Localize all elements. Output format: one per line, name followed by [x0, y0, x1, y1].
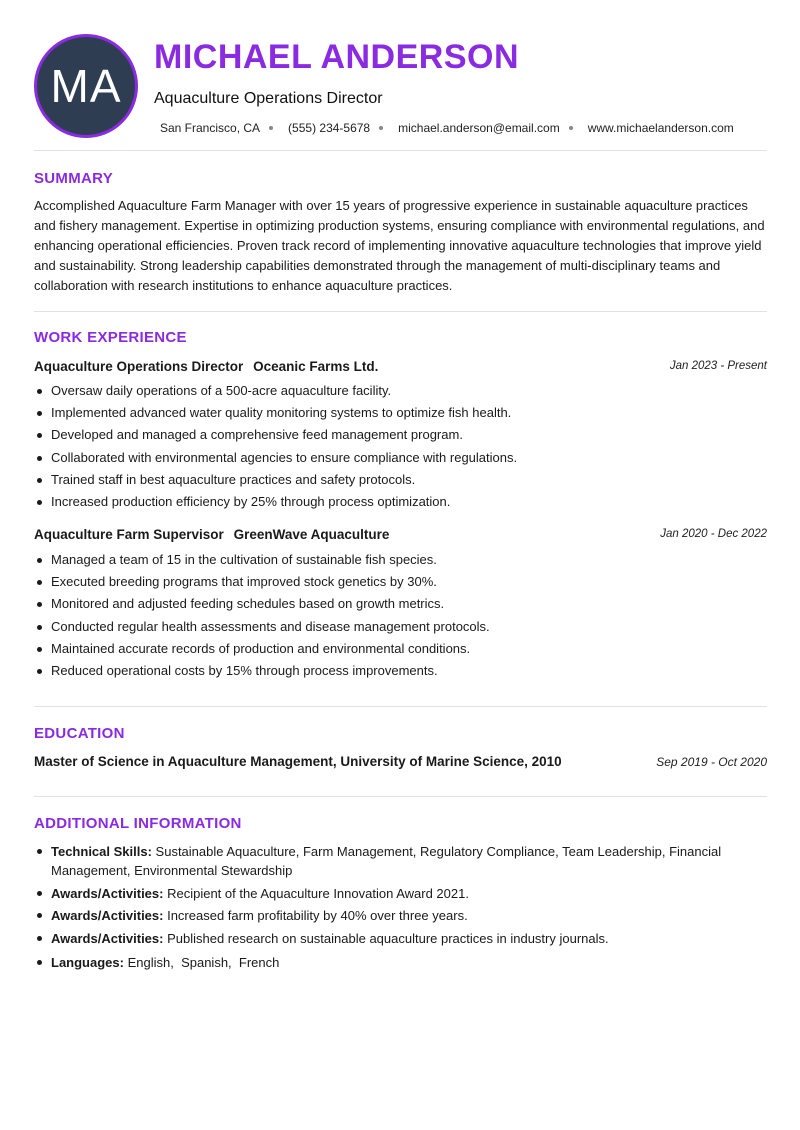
info-text: Recipient of the Aquaculture Innovation Award 2021.: [167, 885, 469, 901]
list-item: Reduced operational costs by 15% through process improvements.: [34, 660, 767, 682]
info-label: Technical Skills:: [51, 844, 152, 859]
job-bullets: [34, 549, 767, 682]
avatar-initials: MA: [50, 60, 122, 112]
job-dates: Jan 2023 - Present: [669, 360, 767, 372]
info-label: Awards/Activities:: [51, 885, 164, 901]
list-item: Conducted regular health assessments and disease management protocols.: [34, 616, 767, 638]
contact-website[interactable]: [588, 121, 734, 135]
experience-heading: WORK EXPERIENCE: [34, 329, 187, 346]
divider: [34, 311, 767, 312]
education-degree: Master of Science in Aquaculture Management, University of Marine Science, 2010: [34, 754, 562, 769]
email-link[interactable]: michael.anderson@email.com: [398, 121, 560, 135]
separator-dot: [569, 126, 573, 130]
divider: [34, 150, 767, 151]
info-text: Increased farm profitability by 40% over three years.: [167, 908, 468, 923]
job-dates: Jan 2020 - Dec 2022: [660, 528, 767, 540]
website-link[interactable]: www.michaelanderson.com: [587, 121, 734, 135]
list-item: Monitored and adjusted feeding schedules based on growth metrics.: [34, 593, 767, 615]
list-item: Managed a team of 15 in the cultivation of sustainable fish species.: [34, 549, 767, 571]
avatar: [34, 34, 138, 138]
list-item: Implemented advanced water quality monitoring systems to optimize fish health.: [34, 402, 767, 424]
info-text: English, Spanish, French: [127, 954, 280, 970]
contact-location: [160, 121, 288, 135]
list-item: [34, 842, 767, 880]
info-label: Languages:: [51, 954, 124, 970]
resume-header: [34, 34, 767, 138]
location-text: San Francisco, CA: [160, 121, 261, 135]
divider: [34, 706, 767, 707]
separator-dot: [269, 126, 273, 130]
info-label: Awards/Activities:: [51, 930, 164, 946]
contact-phone: [288, 121, 398, 135]
info-label: Awards/Activities:: [51, 908, 164, 923]
list-item: [34, 906, 767, 925]
phone-text: (555) 234-5678: [288, 121, 371, 135]
additional-heading: ADDITIONAL INFORMATION: [34, 815, 242, 832]
education-entry: [34, 754, 767, 769]
list-item: Trained staff in best aquaculture practices and safety protocols.: [34, 469, 767, 491]
list-item: [34, 929, 767, 948]
summary-heading: SUMMARY: [34, 170, 114, 187]
list-item: [34, 953, 767, 972]
info-text: Published research on sustainable aquaculture practices in industry journals.: [167, 930, 609, 946]
job-title: Aquaculture Farm Supervisor: [34, 527, 224, 542]
list-item: Maintained accurate records of production and environmental conditions.: [34, 638, 767, 660]
education-dates: Sep 2019 - Oct 2020: [656, 755, 767, 769]
list-item: Developed and managed a comprehensive feed management program.: [34, 424, 767, 446]
list-item: [34, 884, 767, 903]
contact-bar: [160, 121, 734, 135]
job-header: [34, 359, 767, 377]
separator-dot: [379, 126, 383, 130]
job-company: Oceanic Farms Ltd.: [253, 359, 379, 374]
summary-text: Accomplished Aquaculture Farm Manager with over 15 years of progressive experience in sustainable aquaculture practices and fishery management. Expertise in optimizing production systems, ensuring compliance with environmental regulations, and enhancing operational efficiencies. Proven track record of implementing innovative aquaculture technologies that improve yield and sustainability. Strong leadership capabilities demonstrated through the management of multi-disciplinary teams and collaboration with research institutions to enhance aquaculture practices.: [34, 198, 765, 293]
divider: [34, 796, 767, 797]
education-heading: EDUCATION: [34, 725, 125, 742]
list-item: Executed breeding programs that improved stock genetics by 30%.: [34, 571, 767, 593]
info-text: Sustainable Aquaculture, Farm Management, Regulatory Compliance, Team Leadership, Financial Management, Environmental Stewardship: [51, 844, 722, 878]
list-item: Oversaw daily operations of a 500-acre aquaculture facility.: [34, 380, 767, 402]
list-item: Collaborated with environmental agencies to ensure compliance with regulations.: [34, 447, 767, 469]
job-company: GreenWave Aquaculture: [233, 527, 390, 542]
candidate-title: Aquaculture Operations Director: [154, 90, 383, 107]
contact-email[interactable]: [398, 121, 588, 135]
candidate-name: MICHAEL ANDERSON: [154, 38, 520, 76]
job-header: [34, 527, 767, 545]
additional-list: [34, 842, 767, 975]
job-bullets: [34, 380, 767, 513]
job-title: Aquaculture Operations Director: [34, 359, 244, 374]
list-item: Increased production efficiency by 25% through process optimization.: [34, 491, 767, 513]
